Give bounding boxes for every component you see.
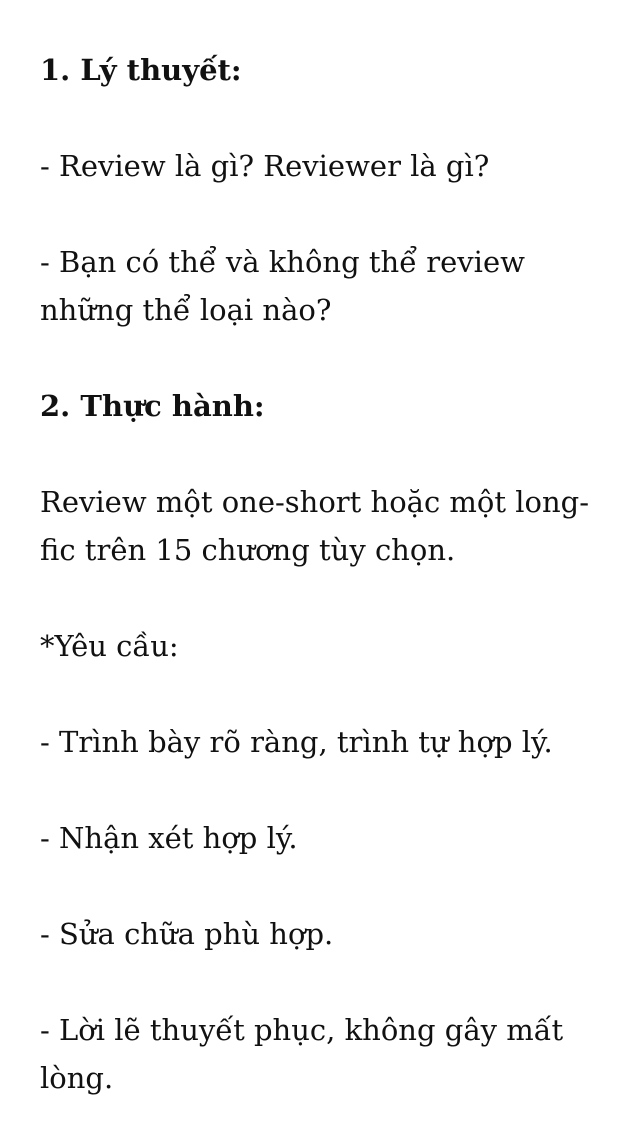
practice-task: Review một one-short hoặc một long-fic trên 15 chương tùy chọn. — [40, 485, 590, 567]
requirements-label: *Yêu cầu: — [40, 629, 179, 663]
requirement-item: - Lời lẽ thuyết phục, không gây mất lòng. — [40, 1013, 564, 1095]
theory-item: - Review là gì? Reviewer là gì? — [40, 149, 490, 183]
requirement-item: - Nhận xét hợp lý. — [40, 821, 298, 855]
section-heading-theory: 1. Lý thuyết: — [40, 53, 242, 87]
theory-item: - Bạn có thể và không thể review những thể loại nào? — [40, 245, 525, 327]
requirement-item: - Trình bày rõ ràng, trình tự hợp lý. — [40, 725, 553, 759]
document-body — [40, 46, 600, 1102]
section-heading-practice: 2. Thực hành: — [40, 389, 265, 423]
requirement-item: - Sửa chữa phù hợp. — [40, 917, 334, 951]
